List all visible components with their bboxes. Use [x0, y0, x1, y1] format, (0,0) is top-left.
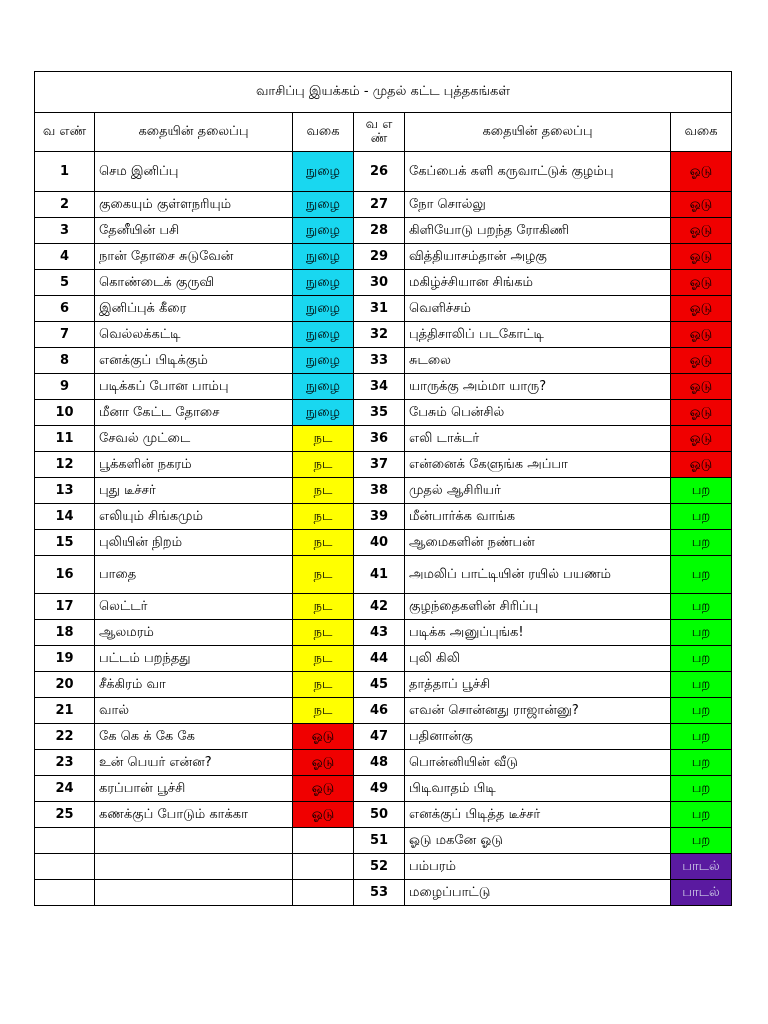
book-title-left: கணக்குப் போடும் காக்கா: [95, 802, 293, 828]
book-category-left: ஓடு: [293, 802, 354, 828]
book-title-left: வெல்லக்கட்டி: [95, 322, 293, 348]
book-number-right: 28: [354, 218, 405, 244]
book-category-left: நட: [293, 556, 354, 594]
book-title-left: படிக்கப் போன பாம்பு: [95, 374, 293, 400]
book-category-right: பற: [671, 750, 732, 776]
book-title-left: [95, 828, 293, 854]
book-title-left: உன் பெயர் என்ன?: [95, 750, 293, 776]
book-category-right: ஓடு: [671, 152, 732, 192]
table-row: [35, 698, 732, 724]
book-number-left: [35, 880, 95, 906]
books-table: [34, 71, 732, 906]
book-category-left: நுழை: [293, 374, 354, 400]
book-number-left: 13: [35, 478, 95, 504]
book-number-left: 3: [35, 218, 95, 244]
header-no-right: வ எ ண்: [354, 113, 405, 152]
book-title-left: குகையும் குள்ளநரியும்: [95, 192, 293, 218]
book-number-left: 6: [35, 296, 95, 322]
table-row: [35, 244, 732, 270]
book-title-left: பாதை: [95, 556, 293, 594]
book-category-right: பற: [671, 698, 732, 724]
book-category-left: நுழை: [293, 244, 354, 270]
table-row: [35, 296, 732, 322]
book-title-right: யாருக்கு அம்மா யாரு?: [405, 374, 671, 400]
book-number-right: 41: [354, 556, 405, 594]
book-number-right: 49: [354, 776, 405, 802]
book-title-right: எவன் சொன்னது ராஜான்னு?: [405, 698, 671, 724]
book-category-left: நுழை: [293, 270, 354, 296]
book-category-left: நட: [293, 478, 354, 504]
book-category-right: ஓடு: [671, 270, 732, 296]
book-category-left: நட: [293, 530, 354, 556]
book-category-left: ஓடு: [293, 724, 354, 750]
book-title-right: கேப்பைக் களி கருவாட்டுக் குழம்பு: [405, 152, 671, 192]
book-number-left: 9: [35, 374, 95, 400]
book-title-left: கொண்டைக் குருவி: [95, 270, 293, 296]
book-title-left: வால்: [95, 698, 293, 724]
book-title-right: மழைப்பாட்டு: [405, 880, 671, 906]
book-title-right: கிளியோடு பறந்த ரோகிணி: [405, 218, 671, 244]
book-title-left: கரப்பான் பூச்சி: [95, 776, 293, 802]
book-title-left: சீக்கிரம் வா: [95, 672, 293, 698]
table-row: [35, 802, 732, 828]
book-number-right: 47: [354, 724, 405, 750]
book-title-left: புலியின் நிறம்: [95, 530, 293, 556]
table-row: [35, 750, 732, 776]
book-category-right: ஓடு: [671, 218, 732, 244]
book-category-right: ஓடு: [671, 374, 732, 400]
book-number-right: 38: [354, 478, 405, 504]
table-row: [35, 594, 732, 620]
book-number-left: 4: [35, 244, 95, 270]
table-row: [35, 646, 732, 672]
book-category-right: பற: [671, 724, 732, 750]
book-number-left: 2: [35, 192, 95, 218]
book-number-right: 44: [354, 646, 405, 672]
book-number-right: 51: [354, 828, 405, 854]
book-category-left: நுழை: [293, 218, 354, 244]
book-category-left: நட: [293, 646, 354, 672]
book-number-left: 16: [35, 556, 95, 594]
book-number-right: 46: [354, 698, 405, 724]
book-category-right: பற: [671, 556, 732, 594]
book-title-right: மகிழ்ச்சியான சிங்கம்: [405, 270, 671, 296]
book-number-left: 23: [35, 750, 95, 776]
book-category-right: பற: [671, 504, 732, 530]
table-row: [35, 152, 732, 192]
book-number-left: 22: [35, 724, 95, 750]
book-category-right: பற: [671, 828, 732, 854]
book-title-right: ஆமைகளின் நண்பன்: [405, 530, 671, 556]
book-title-right: நோ சொல்லு: [405, 192, 671, 218]
book-title-left: மீனா கேட்ட தோசை: [95, 400, 293, 426]
book-title-right: எலி டாக்டர்: [405, 426, 671, 452]
book-number-right: 52: [354, 854, 405, 880]
table-row: [35, 374, 732, 400]
page-title: வாசிப்பு இயக்கம் - முதல் கட்ட புத்தகங்கள்: [35, 72, 732, 113]
book-title-right: ஓடு மகனே ஓடு: [405, 828, 671, 854]
book-title-left: செம இனிப்பு: [95, 152, 293, 192]
book-title-right: புலி கிலி: [405, 646, 671, 672]
book-number-left: [35, 828, 95, 854]
table-row: [35, 426, 732, 452]
book-category-left: நட: [293, 452, 354, 478]
book-category-left: நுழை: [293, 400, 354, 426]
header-row: [35, 113, 732, 152]
book-title-right: பதினான்கு: [405, 724, 671, 750]
book-category-right: பாடல்: [671, 880, 732, 906]
book-title-right: சுடலை: [405, 348, 671, 374]
book-title-left: தேனீயின் பசி: [95, 218, 293, 244]
book-category-right: ஓடு: [671, 322, 732, 348]
header-category-right: வகை: [671, 113, 732, 152]
header-category-left: வகை: [293, 113, 354, 152]
book-category-left: நட: [293, 594, 354, 620]
book-number-left: 18: [35, 620, 95, 646]
book-title-right: பிடிவாதம் பிடி: [405, 776, 671, 802]
table-row: [35, 620, 732, 646]
book-category-left: நட: [293, 620, 354, 646]
book-category-right: பாடல்: [671, 854, 732, 880]
book-category-right: பற: [671, 530, 732, 556]
book-number-right: 29: [354, 244, 405, 270]
book-number-right: 40: [354, 530, 405, 556]
book-number-right: 30: [354, 270, 405, 296]
book-category-left: ஓடு: [293, 776, 354, 802]
book-number-left: 11: [35, 426, 95, 452]
book-number-right: 26: [354, 152, 405, 192]
book-title-right: பேசும் பென்சில்: [405, 400, 671, 426]
book-number-right: 45: [354, 672, 405, 698]
book-category-left: ஓடு: [293, 750, 354, 776]
book-title-right: பொன்னியின் வீடு: [405, 750, 671, 776]
book-number-left: 14: [35, 504, 95, 530]
book-category-left: நட: [293, 698, 354, 724]
book-category-left: நட: [293, 426, 354, 452]
book-title-left: எனக்குப் பிடிக்கும்: [95, 348, 293, 374]
book-title-right: மீன்பார்க்க வாங்க: [405, 504, 671, 530]
book-title-right: புத்திசாலிப் படகோட்டி: [405, 322, 671, 348]
book-number-right: 33: [354, 348, 405, 374]
book-category-right: பற: [671, 776, 732, 802]
book-title-right: என்னைக் கேளுங்க அப்பா: [405, 452, 671, 478]
book-number-right: 50: [354, 802, 405, 828]
book-title-left: புது டீச்சர்: [95, 478, 293, 504]
table-row: [35, 452, 732, 478]
table-row: [35, 530, 732, 556]
book-number-left: 8: [35, 348, 95, 374]
book-title-left: எலியும் சிங்கமும்: [95, 504, 293, 530]
book-number-left: 12: [35, 452, 95, 478]
table-row: [35, 218, 732, 244]
book-title-right: வெளிச்சம்: [405, 296, 671, 322]
book-title-left: பூக்களின் நகரம்: [95, 452, 293, 478]
book-title-right: வித்தியாசம்தான் அழகு: [405, 244, 671, 270]
book-title-right: தாத்தாப் பூச்சி: [405, 672, 671, 698]
table-row: [35, 270, 732, 296]
book-title-left: இனிப்புக் கீரை: [95, 296, 293, 322]
book-category-right: பற: [671, 478, 732, 504]
book-category-right: ஓடு: [671, 400, 732, 426]
book-title-left: [95, 854, 293, 880]
table-row: [35, 322, 732, 348]
book-number-left: 19: [35, 646, 95, 672]
book-category-left: நுழை: [293, 296, 354, 322]
title-row: [35, 72, 732, 113]
book-category-right: பற: [671, 594, 732, 620]
book-title-left: ஆலமரம்: [95, 620, 293, 646]
book-title-right: பம்பரம்: [405, 854, 671, 880]
book-number-right: 34: [354, 374, 405, 400]
book-category-right: ஓடு: [671, 426, 732, 452]
book-title-left: சேவல் முட்டை: [95, 426, 293, 452]
table-row: [35, 192, 732, 218]
book-category-right: பற: [671, 620, 732, 646]
book-number-right: 36: [354, 426, 405, 452]
book-number-right: 35: [354, 400, 405, 426]
book-number-right: 27: [354, 192, 405, 218]
book-category-right: பற: [671, 672, 732, 698]
book-title-left: நான் தோசை சுடுவேன்: [95, 244, 293, 270]
book-category-right: ஓடு: [671, 192, 732, 218]
book-number-right: 31: [354, 296, 405, 322]
book-number-left: 1: [35, 152, 95, 192]
table-row: [35, 504, 732, 530]
table-row: [35, 478, 732, 504]
book-number-right: 42: [354, 594, 405, 620]
book-category-left: நட: [293, 672, 354, 698]
book-number-left: 7: [35, 322, 95, 348]
header-title-left: கதையின் தலைப்பு: [95, 113, 293, 152]
book-title-left: பட்டம் பறந்தது: [95, 646, 293, 672]
header-no-left: வ எண்: [35, 113, 95, 152]
book-number-left: 20: [35, 672, 95, 698]
book-number-left: 21: [35, 698, 95, 724]
book-category-right: ஓடு: [671, 296, 732, 322]
table-row: [35, 724, 732, 750]
book-category-right: பற: [671, 646, 732, 672]
book-category-left: நுழை: [293, 192, 354, 218]
table-row: [35, 556, 732, 594]
book-category-left: [293, 828, 354, 854]
book-number-left: 25: [35, 802, 95, 828]
book-title-left: லெட்டர்: [95, 594, 293, 620]
book-number-left: 10: [35, 400, 95, 426]
book-category-left: நுழை: [293, 348, 354, 374]
book-number-left: 17: [35, 594, 95, 620]
book-title-left: [95, 880, 293, 906]
book-number-right: 39: [354, 504, 405, 530]
book-category-left: [293, 854, 354, 880]
book-title-right: முதல் ஆசிரியர்: [405, 478, 671, 504]
book-number-right: 53: [354, 880, 405, 906]
book-category-left: நுழை: [293, 152, 354, 192]
book-category-right: ஓடு: [671, 452, 732, 478]
book-number-right: 37: [354, 452, 405, 478]
book-title-right: படிக்க அனுப்புங்க!: [405, 620, 671, 646]
book-title-right: எனக்குப் பிடித்த டீச்சர்: [405, 802, 671, 828]
book-rows: [35, 152, 732, 906]
book-title-right: அமலிப் பாட்டியின் ரயில் பயணம்: [405, 556, 671, 594]
table-row: [35, 400, 732, 426]
book-category-left: நட: [293, 504, 354, 530]
table-row: [35, 348, 732, 374]
book-title-right: குழந்தைகளின் சிரிப்பு: [405, 594, 671, 620]
book-number-right: 48: [354, 750, 405, 776]
header-title-right: கதையின் தலைப்பு: [405, 113, 671, 152]
book-number-right: 43: [354, 620, 405, 646]
book-category-right: ஓடு: [671, 244, 732, 270]
table-row: [35, 828, 732, 854]
book-number-right: 32: [354, 322, 405, 348]
book-number-left: [35, 854, 95, 880]
book-number-left: 5: [35, 270, 95, 296]
table-row: [35, 854, 732, 880]
book-number-left: 24: [35, 776, 95, 802]
book-number-left: 15: [35, 530, 95, 556]
book-title-left: கே கெ க் கே கே: [95, 724, 293, 750]
table-row: [35, 776, 732, 802]
book-category-right: பற: [671, 802, 732, 828]
book-category-right: ஓடு: [671, 348, 732, 374]
table-row: [35, 880, 732, 906]
table-row: [35, 672, 732, 698]
book-category-left: [293, 880, 354, 906]
book-category-left: நுழை: [293, 322, 354, 348]
